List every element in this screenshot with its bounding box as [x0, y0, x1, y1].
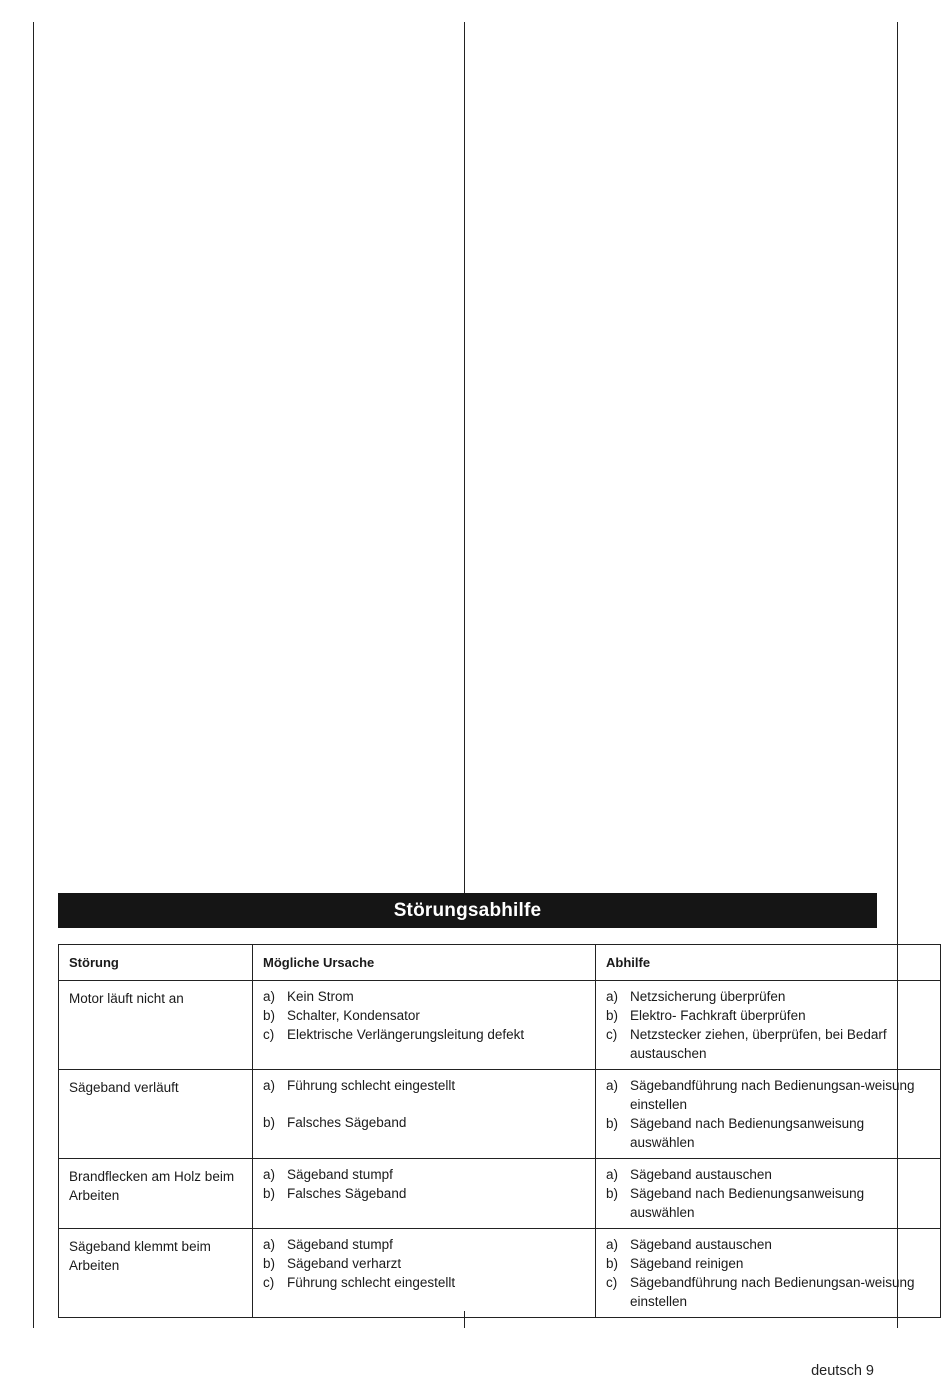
table-row: [59, 1070, 941, 1159]
remedy-cell: [596, 1159, 941, 1229]
list-item: b) Schalter, Kondensator: [263, 1008, 420, 1023]
list-item: b) Sägeband verharzt: [263, 1256, 402, 1271]
list-item: a) Sägebandführung nach Bedienungsan-weisung einstellen: [606, 1078, 915, 1112]
cause-cell: [253, 1229, 596, 1318]
list-item: a) Sägeband stumpf: [263, 1237, 393, 1252]
list-item: c) Führung schlecht eingestellt: [263, 1275, 456, 1290]
list-item: c) Elektrische Verlängerungsleitung defekt: [263, 1027, 525, 1042]
troubleshooting-table: [58, 944, 941, 1318]
cause-cell: [253, 981, 596, 1070]
list-item: a) Sägeband austauschen: [606, 1167, 772, 1182]
remedy-cell: [596, 1070, 941, 1159]
table-header-row: [59, 945, 941, 981]
list-item: c) Netzstecker ziehen, überprüfen, bei Bedarf austauschen: [606, 1027, 887, 1061]
list-item: c) Sägebandführung nach Bedienungsan-weisung einstellen: [606, 1275, 915, 1309]
table-row: [59, 1159, 941, 1229]
header-cause: Mögliche Ursache: [253, 945, 596, 981]
section-title: Störungsabhilfe: [393, 899, 542, 921]
list-item: b) Falsches Sägeband: [263, 1186, 407, 1201]
list-item: b) Sägeband nach Bedienungsanweisung auswählen: [606, 1116, 865, 1150]
list-item: a) Sägeband austauschen: [606, 1237, 772, 1252]
header-problem: Störung: [59, 945, 253, 981]
problem-cell: Motor läuft nicht an: [59, 981, 253, 1070]
page-number-label: deutsch 9: [811, 1363, 874, 1379]
list-item: a) Netzsicherung überprüfen: [606, 989, 786, 1004]
problem-cell: Sägeband verläuft: [59, 1070, 253, 1159]
column-rule-middle: [464, 22, 465, 894]
problem-cell: Sägeband klemmt beim Arbeiten: [59, 1229, 253, 1318]
table-row: [59, 981, 941, 1070]
list-item: b) Falsches Sägeband: [263, 1115, 407, 1130]
list-item: b) Sägeband reinigen: [606, 1256, 744, 1271]
section-title-banner: [58, 893, 877, 928]
cause-cell: [253, 1070, 596, 1159]
problem-cell: Brandflecken am Holz beim Arbeiten: [59, 1159, 253, 1229]
list-item: a) Kein Strom: [263, 989, 354, 1004]
remedy-cell: [596, 1229, 941, 1318]
remedy-cell: [596, 981, 941, 1070]
column-rule-left: [33, 22, 34, 1328]
header-remedy: Abhilfe: [596, 945, 941, 981]
list-item: a) Sägeband stumpf: [263, 1167, 393, 1182]
list-item: b) Sägeband nach Bedienungsanweisung auswählen: [606, 1186, 865, 1220]
cause-cell: [253, 1159, 596, 1229]
table-row: [59, 1229, 941, 1318]
list-item: a) Führung schlecht eingestellt: [263, 1078, 456, 1093]
list-item: b) Elektro- Fachkraft überprüfen: [606, 1008, 806, 1023]
